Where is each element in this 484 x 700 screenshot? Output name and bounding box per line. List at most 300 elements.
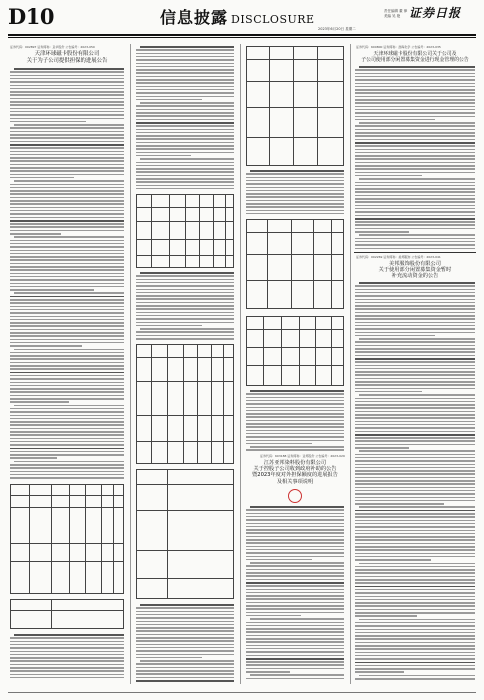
text-line bbox=[359, 122, 475, 124]
announcement-code-line: 证券代码：600800 证券简称：渤海化学 公告编号：2023-035 bbox=[356, 45, 441, 49]
text-line bbox=[355, 401, 475, 403]
text-line bbox=[136, 663, 234, 665]
text-line bbox=[355, 211, 475, 213]
text-line bbox=[246, 615, 301, 617]
text-line bbox=[136, 122, 234, 124]
text-line bbox=[355, 642, 475, 644]
text-line bbox=[355, 299, 475, 301]
text-line bbox=[136, 677, 234, 679]
text-line bbox=[355, 69, 475, 71]
text-line bbox=[355, 168, 475, 170]
text-line bbox=[355, 295, 475, 297]
text-line bbox=[355, 602, 475, 604]
text-line bbox=[10, 667, 124, 669]
headline-line-1: 美邦服饰股份有限公司 bbox=[389, 261, 441, 267]
text-line bbox=[355, 678, 475, 680]
text-line bbox=[246, 565, 344, 567]
text-line bbox=[10, 144, 124, 146]
text-line bbox=[355, 652, 475, 654]
text-line bbox=[355, 411, 475, 413]
text-line bbox=[10, 408, 124, 410]
newspaper-logo: 证券日报 bbox=[409, 6, 462, 20]
text-line bbox=[246, 213, 344, 215]
text-line bbox=[246, 180, 344, 182]
text-line bbox=[355, 500, 475, 502]
text-line bbox=[136, 624, 234, 626]
text-line bbox=[10, 250, 124, 252]
text-line bbox=[246, 605, 344, 607]
text-line bbox=[10, 339, 124, 341]
text-line bbox=[355, 424, 475, 426]
text-line bbox=[246, 612, 344, 614]
text-line bbox=[355, 407, 475, 409]
headline-line-3: 暨2023年度对外担保额度的进展报告 bbox=[252, 472, 338, 479]
text-line bbox=[10, 276, 124, 278]
text-line bbox=[136, 607, 234, 609]
text-line bbox=[355, 632, 475, 634]
text-line bbox=[10, 154, 124, 156]
text-line bbox=[10, 677, 124, 679]
text-line bbox=[355, 427, 475, 429]
column-4 bbox=[354, 44, 476, 684]
text-line bbox=[246, 190, 344, 192]
text-line bbox=[355, 285, 475, 287]
headline-line-4: 及相关事项说明 bbox=[276, 478, 314, 485]
text-line bbox=[136, 295, 234, 297]
text-line bbox=[10, 352, 124, 354]
text-line bbox=[246, 585, 344, 587]
text-line bbox=[355, 391, 422, 393]
text-line bbox=[355, 172, 475, 174]
text-line bbox=[14, 461, 124, 463]
editor-credits bbox=[384, 9, 407, 19]
text-line bbox=[355, 553, 475, 555]
text-line bbox=[136, 634, 234, 636]
announcement-headline bbox=[244, 460, 346, 485]
text-line bbox=[136, 647, 234, 649]
text-line bbox=[10, 332, 124, 334]
text-line bbox=[246, 519, 344, 521]
text-line bbox=[246, 668, 344, 670]
text-line bbox=[355, 658, 475, 660]
text-line bbox=[10, 157, 124, 159]
announcement-headline bbox=[354, 261, 476, 280]
text-line bbox=[355, 615, 417, 617]
text-line bbox=[10, 299, 124, 301]
text-line bbox=[355, 549, 475, 551]
text-line bbox=[136, 338, 234, 340]
text-line bbox=[355, 76, 475, 78]
text-line bbox=[10, 438, 124, 440]
text-line bbox=[246, 608, 344, 610]
text-line bbox=[355, 417, 475, 419]
text-line bbox=[10, 85, 124, 87]
text-line bbox=[140, 660, 234, 662]
text-line bbox=[10, 197, 124, 199]
text-line bbox=[355, 328, 475, 330]
data-table bbox=[136, 344, 234, 464]
text-line bbox=[355, 145, 475, 147]
headline-line-2: 关于使用部分闲置募集资金暂时 bbox=[378, 267, 452, 274]
headline-line-1: 江苏亚邦染料股份有限公司 bbox=[263, 460, 327, 466]
text-line bbox=[246, 622, 344, 624]
footer-rule bbox=[8, 692, 476, 693]
text-line bbox=[10, 644, 124, 646]
text-line bbox=[10, 448, 124, 450]
text-line bbox=[10, 355, 124, 357]
text-line bbox=[355, 322, 475, 324]
text-line bbox=[355, 572, 475, 574]
text-line bbox=[10, 121, 86, 123]
text-line bbox=[140, 46, 234, 48]
text-line bbox=[355, 358, 475, 360]
text-line bbox=[136, 670, 234, 672]
text-line bbox=[136, 99, 202, 101]
data-table bbox=[246, 46, 344, 166]
text-line bbox=[10, 657, 124, 659]
text-line bbox=[246, 595, 344, 597]
text-line bbox=[355, 464, 475, 466]
text-line bbox=[10, 368, 124, 370]
text-line bbox=[355, 191, 475, 193]
text-line bbox=[250, 674, 344, 676]
text-line bbox=[355, 546, 475, 548]
text-line bbox=[136, 162, 234, 164]
text-line bbox=[10, 431, 124, 433]
text-line bbox=[10, 230, 124, 232]
text-line bbox=[355, 592, 475, 594]
text-line bbox=[359, 563, 475, 565]
text-line bbox=[10, 382, 124, 384]
text-line bbox=[355, 454, 475, 456]
text-line bbox=[10, 362, 124, 364]
text-line bbox=[355, 523, 475, 525]
text-line bbox=[14, 292, 124, 294]
text-line bbox=[10, 164, 124, 166]
text-line bbox=[10, 306, 124, 308]
text-line bbox=[355, 351, 475, 353]
text-line bbox=[359, 338, 475, 340]
text-line bbox=[355, 132, 475, 134]
text-line bbox=[355, 510, 475, 512]
text-line bbox=[355, 195, 475, 197]
text-line bbox=[246, 516, 344, 518]
text-line bbox=[355, 182, 475, 184]
article-separator bbox=[354, 252, 476, 253]
text-line bbox=[136, 89, 234, 91]
text-line bbox=[136, 315, 234, 317]
text-line bbox=[136, 53, 234, 55]
text-line bbox=[246, 539, 344, 541]
text-line bbox=[10, 243, 124, 245]
text-line bbox=[250, 506, 344, 508]
text-line bbox=[355, 493, 475, 495]
text-line bbox=[136, 298, 234, 300]
text-line bbox=[250, 390, 344, 392]
text-line bbox=[10, 131, 124, 133]
text-line bbox=[355, 83, 475, 85]
text-line bbox=[355, 440, 475, 442]
text-line bbox=[10, 289, 94, 291]
text-line bbox=[136, 680, 234, 682]
text-line bbox=[355, 414, 475, 416]
text-line bbox=[10, 674, 124, 676]
text-line bbox=[136, 305, 234, 307]
text-line bbox=[355, 444, 475, 446]
text-line bbox=[10, 187, 124, 189]
text-line bbox=[136, 322, 234, 324]
text-line bbox=[246, 413, 344, 415]
announcement-code-line: 证券代码：603188 证券简称：亚邦股份 公告编号：2023-029 bbox=[260, 454, 345, 458]
column-2 bbox=[134, 44, 236, 684]
text-line bbox=[246, 671, 290, 673]
text-line bbox=[355, 99, 475, 101]
text-line bbox=[10, 233, 61, 235]
text-line bbox=[355, 437, 475, 439]
text-line bbox=[14, 634, 124, 636]
text-line bbox=[10, 651, 124, 653]
text-line bbox=[355, 96, 475, 98]
text-line bbox=[246, 210, 344, 212]
text-line bbox=[10, 91, 124, 93]
text-line bbox=[10, 309, 124, 311]
text-line bbox=[136, 667, 234, 669]
text-line bbox=[14, 68, 124, 70]
text-line bbox=[246, 664, 344, 666]
text-line bbox=[355, 92, 475, 94]
text-line bbox=[10, 71, 124, 73]
text-line bbox=[355, 341, 475, 343]
text-line bbox=[10, 137, 124, 139]
text-line bbox=[355, 302, 475, 304]
text-line bbox=[10, 151, 124, 153]
text-line bbox=[136, 72, 234, 74]
text-line bbox=[355, 165, 475, 167]
text-line bbox=[246, 556, 344, 558]
text-line bbox=[136, 132, 234, 134]
text-line bbox=[355, 599, 475, 601]
text-line bbox=[355, 315, 475, 317]
text-line bbox=[246, 523, 344, 525]
text-line bbox=[355, 609, 475, 611]
text-line bbox=[10, 203, 124, 205]
text-line bbox=[136, 56, 234, 58]
text-line bbox=[246, 648, 344, 650]
text-line bbox=[246, 426, 344, 428]
text-line bbox=[355, 536, 475, 538]
text-line bbox=[355, 208, 475, 210]
section-title-en: DISCLOSURE bbox=[231, 13, 315, 26]
text-line bbox=[136, 49, 234, 51]
text-line bbox=[140, 272, 234, 274]
text-line bbox=[10, 428, 124, 430]
text-line bbox=[246, 579, 344, 581]
text-line bbox=[355, 228, 475, 230]
text-line bbox=[355, 368, 475, 370]
text-line bbox=[10, 75, 124, 77]
text-line bbox=[10, 78, 124, 80]
text-line bbox=[136, 165, 234, 167]
text-line bbox=[140, 158, 234, 160]
text-line bbox=[355, 447, 409, 449]
text-line bbox=[136, 109, 234, 111]
text-line bbox=[136, 105, 234, 107]
data-table bbox=[10, 484, 124, 594]
column-divider bbox=[350, 44, 351, 684]
announcement-code-line: 证券代码：002897 证券简称：意华股份 公告编号：2023-050 bbox=[10, 45, 95, 49]
text-line bbox=[246, 183, 344, 185]
text-line bbox=[355, 582, 475, 584]
text-line bbox=[355, 175, 422, 177]
text-line bbox=[246, 443, 312, 445]
text-line bbox=[359, 506, 475, 508]
text-line bbox=[10, 434, 124, 436]
text-line bbox=[10, 454, 124, 456]
text-line bbox=[136, 657, 202, 659]
text-line bbox=[355, 520, 475, 522]
text-line bbox=[10, 385, 124, 387]
text-line bbox=[136, 637, 234, 639]
text-line bbox=[136, 168, 234, 170]
text-line bbox=[355, 231, 409, 233]
text-line bbox=[10, 441, 124, 443]
text-line bbox=[355, 348, 475, 350]
text-line bbox=[355, 490, 475, 492]
text-line bbox=[136, 181, 234, 183]
text-line bbox=[359, 234, 475, 236]
text-line bbox=[10, 457, 57, 459]
text-line bbox=[355, 596, 475, 598]
text-line bbox=[10, 647, 124, 649]
text-line bbox=[136, 59, 234, 61]
data-table bbox=[136, 469, 234, 599]
text-line bbox=[246, 536, 344, 538]
text-line bbox=[10, 118, 124, 120]
text-line bbox=[246, 526, 344, 528]
text-line bbox=[246, 546, 344, 548]
text-line bbox=[355, 129, 475, 131]
text-line bbox=[10, 104, 124, 106]
text-line bbox=[355, 289, 475, 291]
text-line bbox=[10, 210, 124, 212]
text-line bbox=[355, 241, 475, 243]
text-line bbox=[246, 635, 344, 637]
text-line bbox=[246, 440, 344, 442]
text-line bbox=[246, 173, 344, 175]
designer-label: 美编 吴 艳 bbox=[384, 14, 401, 18]
text-line bbox=[10, 259, 124, 261]
text-line bbox=[136, 644, 234, 646]
text-line bbox=[355, 149, 475, 151]
text-line bbox=[10, 263, 124, 265]
text-line bbox=[355, 308, 475, 310]
text-line bbox=[136, 63, 234, 65]
text-line bbox=[10, 411, 124, 413]
data-table bbox=[10, 599, 124, 629]
text-line bbox=[10, 378, 124, 380]
editor-label: 责任编辑 董 律 bbox=[384, 9, 408, 13]
text-line bbox=[246, 552, 344, 554]
text-line bbox=[355, 152, 475, 154]
text-line bbox=[246, 678, 344, 680]
text-line bbox=[10, 670, 124, 672]
section-title-cn: 信息披露 bbox=[160, 8, 229, 27]
text-line bbox=[136, 654, 234, 656]
text-line bbox=[355, 374, 475, 376]
text-line bbox=[355, 305, 475, 307]
text-line bbox=[355, 185, 475, 187]
text-line bbox=[10, 467, 124, 469]
text-line bbox=[246, 200, 344, 202]
text-line bbox=[136, 185, 234, 187]
text-line bbox=[355, 318, 475, 320]
text-line bbox=[10, 286, 124, 288]
text-line bbox=[10, 190, 124, 192]
text-line bbox=[10, 302, 124, 304]
text-line bbox=[10, 641, 124, 643]
text-line bbox=[355, 569, 475, 571]
text-line bbox=[355, 526, 475, 528]
text-line bbox=[355, 655, 475, 657]
text-line bbox=[136, 155, 191, 157]
text-line bbox=[355, 106, 475, 108]
text-line bbox=[10, 477, 124, 479]
text-line bbox=[355, 73, 475, 75]
text-line bbox=[10, 418, 124, 420]
text-line bbox=[10, 279, 124, 281]
text-line bbox=[10, 213, 124, 215]
text-line bbox=[10, 444, 124, 446]
text-line bbox=[10, 167, 124, 169]
text-line bbox=[355, 198, 475, 200]
text-line bbox=[355, 371, 475, 373]
text-line bbox=[246, 177, 344, 179]
text-line bbox=[136, 308, 234, 310]
text-line bbox=[10, 111, 124, 113]
text-line bbox=[10, 160, 124, 162]
text-line bbox=[246, 203, 344, 205]
text-line bbox=[10, 283, 124, 285]
text-line bbox=[136, 129, 234, 131]
text-line bbox=[355, 135, 475, 137]
text-line bbox=[10, 654, 124, 656]
text-line bbox=[136, 92, 234, 94]
text-line bbox=[359, 675, 475, 677]
text-line bbox=[10, 316, 124, 318]
headline-line-1: 天津环球磁卡股份有限公司 bbox=[34, 51, 100, 57]
text-line bbox=[10, 471, 124, 473]
data-table bbox=[246, 219, 344, 309]
issue-date: 2023年6月20日 星期二 bbox=[318, 27, 356, 31]
headline-line-2: 关于控股子公司收到政府补助的公告 bbox=[253, 466, 337, 473]
section-title bbox=[160, 5, 315, 28]
text-line bbox=[355, 292, 475, 294]
text-line bbox=[10, 246, 124, 248]
text-line bbox=[136, 188, 234, 190]
text-line bbox=[10, 170, 124, 172]
text-line bbox=[246, 416, 344, 418]
text-line bbox=[10, 81, 124, 83]
text-line bbox=[136, 86, 234, 88]
text-line bbox=[10, 345, 82, 347]
text-line bbox=[136, 325, 202, 327]
text-line bbox=[136, 142, 234, 144]
text-line bbox=[10, 342, 124, 344]
text-line bbox=[246, 575, 344, 577]
text-line bbox=[246, 638, 344, 640]
text-line bbox=[136, 331, 234, 333]
text-line bbox=[136, 96, 234, 98]
